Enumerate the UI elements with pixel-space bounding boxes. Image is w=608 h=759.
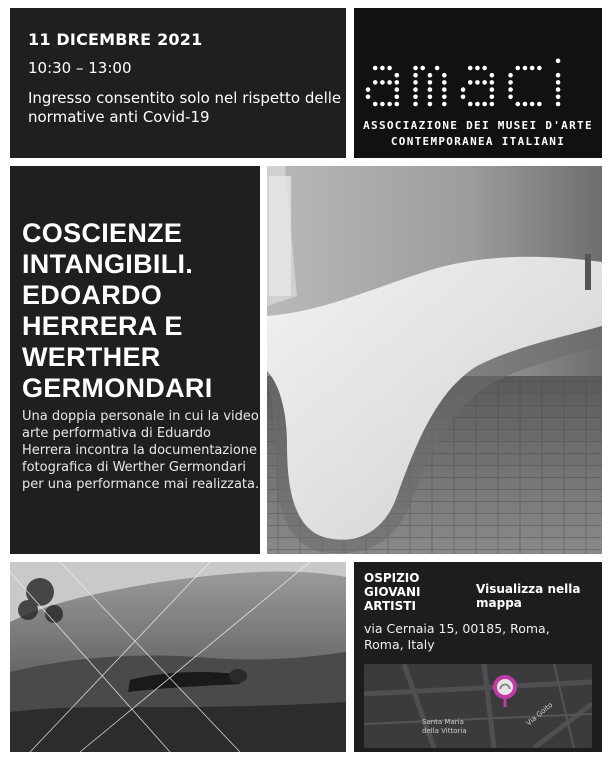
logo-subtitle-line2: CONTEMPORANEA ITALIANI — [390, 135, 566, 148]
map-pin-icon[interactable] — [492, 674, 518, 712]
view-on-map-link[interactable]: Visualizza nella mappa — [476, 582, 581, 610]
amaci-wordmark — [354, 8, 602, 118]
event-time: 10:30 – 13:00 — [28, 59, 132, 77]
amaci-logo — [354, 8, 602, 158]
exhibition-description: Una doppia personale in cui la video arte performativa di Eduardo Herrera incontra la documentazione fotografica di Werther Germondari per una performance mai realizzata. — [22, 409, 260, 492]
event-info-panel — [10, 8, 346, 158]
exhibition-title: COSCIENZE INTANGIBILI. EDOARDO HERRERA E WERTHER GERMONDARI — [22, 218, 213, 403]
venue-name: OSPIZIO GIOVANI ARTISTI — [364, 571, 421, 613]
logo-subtitle-line1: ASSOCIAZIONE DEI MUSEI D'ARTE — [363, 119, 593, 132]
exhibition-panel — [10, 166, 260, 554]
artwork-photo-bench — [267, 166, 602, 554]
artwork-photo-rocks — [10, 562, 346, 752]
covid-note: Ingresso consentito solo nel rispetto delle normative anti Covid-19 — [28, 89, 342, 126]
venue-panel — [354, 562, 602, 752]
map-label-street: Via Goito — [524, 700, 555, 728]
venue-map[interactable] — [364, 664, 592, 748]
event-date: 11 DICEMBRE 2021 — [28, 30, 203, 49]
map-label-place: Santa Maria della Vittoria — [422, 718, 467, 735]
venue-address: via Cernaia 15, 00185, Roma, Roma, Italy — [364, 621, 550, 652]
